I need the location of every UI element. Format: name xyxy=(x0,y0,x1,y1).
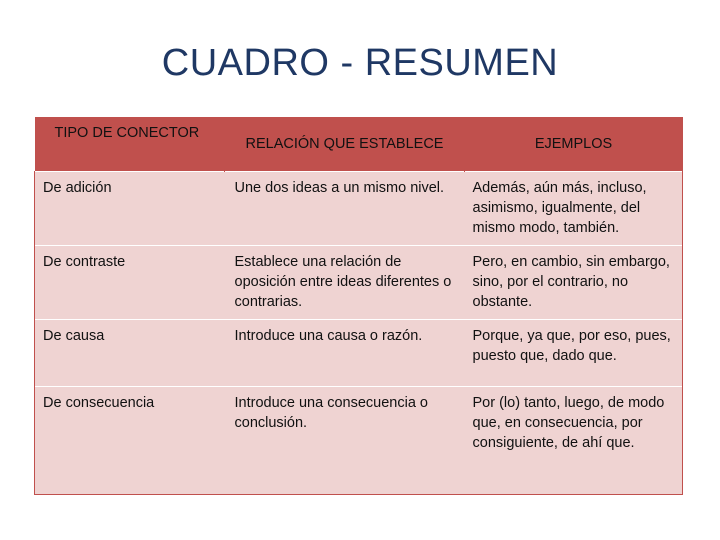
table-row xyxy=(35,387,683,495)
header-connector-type: TIPO DE CONECTOR xyxy=(35,117,225,172)
cell-examples: Además, aún más, incluso, asimismo, igualmente, del mismo modo, también. xyxy=(465,172,683,246)
cell-examples: Porque, ya que, por eso, pues, puesto que, dado que. xyxy=(465,320,683,387)
table-row xyxy=(35,320,683,387)
cell-examples: Pero, en cambio, sin embargo, sino, por el contrario, no obstante. xyxy=(465,246,683,320)
page-title: CUADRO - RESUMEN xyxy=(161,42,559,84)
header-relation: RELACIÓN QUE ESTABLECE xyxy=(225,117,465,172)
cell-relation: Establece una relación de oposición entre ideas diferentes o contrarias. xyxy=(225,246,465,320)
cell-relation: Introduce una causa o razón. xyxy=(225,320,465,387)
cell-connector-type: De adición xyxy=(35,172,225,246)
cell-connector-type: De contraste xyxy=(35,246,225,320)
table-row xyxy=(35,246,683,320)
summary-table xyxy=(34,117,683,495)
cell-examples: Por (lo) tanto, luego, de modo que, en consecuencia, por consiguiente, de ahí que. xyxy=(465,387,683,495)
cell-connector-type: De causa xyxy=(35,320,225,387)
cell-relation: Introduce una consecuencia o conclusión. xyxy=(225,387,465,495)
cell-relation: Une dos ideas a un mismo nivel. xyxy=(225,172,465,246)
header-examples: EJEMPLOS xyxy=(465,117,683,172)
cell-connector-type: De consecuencia xyxy=(35,387,225,495)
table-header-row xyxy=(35,117,683,172)
table-row xyxy=(35,172,683,246)
